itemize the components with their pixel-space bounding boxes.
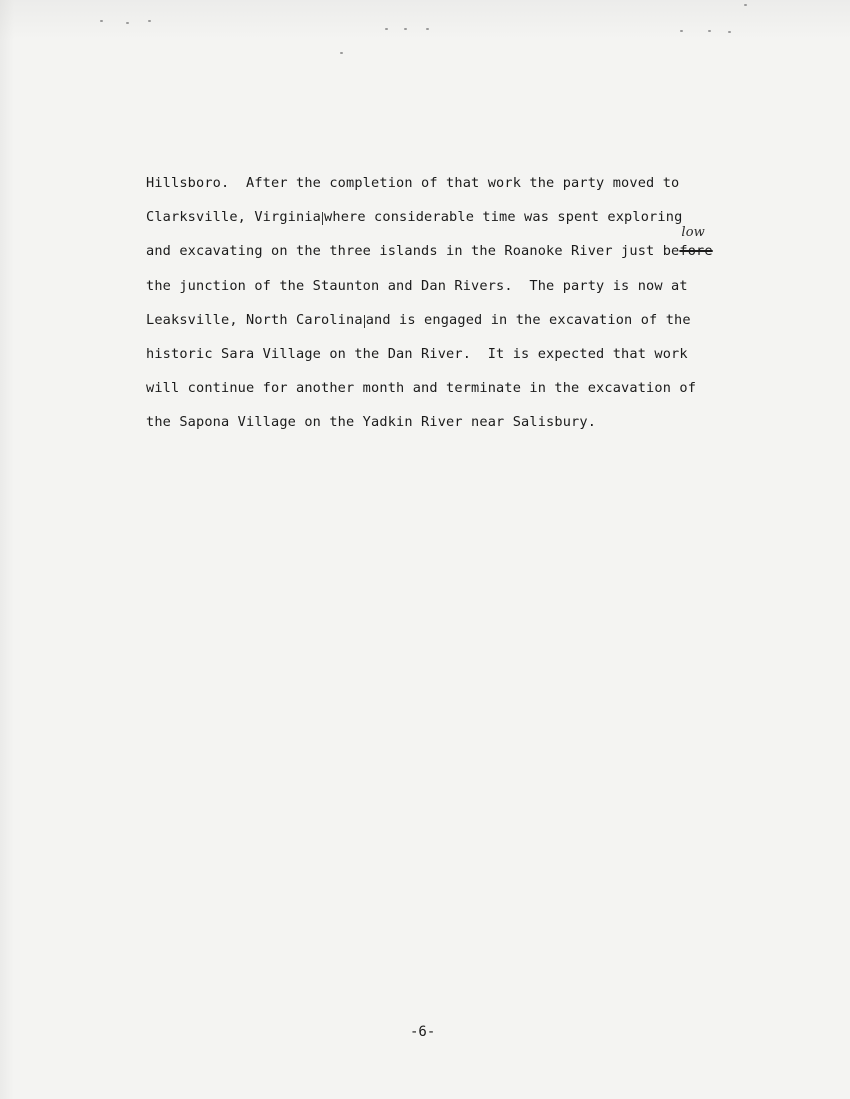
- paper-speck: [680, 30, 683, 32]
- comma-insert-mark: [322, 212, 323, 225]
- text-line: [146, 225, 746, 268]
- paper-speck: [404, 28, 407, 30]
- left-shadow: [0, 0, 14, 1099]
- text-line: the Sapona Village on the Yadkin River near Salisbury.: [146, 414, 597, 431]
- top-shadow: [0, 0, 850, 40]
- paper-speck: [100, 20, 103, 22]
- paper-speck: [708, 30, 711, 32]
- text-line: [146, 303, 746, 337]
- typed-paragraph: [146, 166, 746, 440]
- comma-insert-mark: [364, 315, 365, 328]
- text-line: the junction of the Staunton and Dan Rivers. The party is now at: [146, 277, 688, 294]
- text-fragment: and excavating on the three islands in the Roanoke River just be: [146, 243, 680, 260]
- text-line: [146, 200, 746, 234]
- page-number: -6-: [410, 1024, 436, 1040]
- paper-speck: [126, 22, 129, 24]
- text-fragment: Clarksville, Virginia: [146, 209, 322, 226]
- struck-text: fore: [679, 243, 713, 260]
- handwritten-insertion: low: [681, 225, 705, 241]
- paper-speck: [340, 52, 343, 54]
- paper-speck: [385, 28, 388, 30]
- text-fragment: and is engaged in the excavation of the: [365, 311, 691, 328]
- text-line: Hillsboro. After the completion of that work the party moved to: [146, 175, 680, 191]
- paper-speck: [744, 4, 747, 6]
- text-line: will continue for another month and terminate in the excavation of: [146, 380, 697, 397]
- paper-speck: [148, 20, 151, 22]
- text-fragment: where considerable time was spent exploring: [324, 209, 683, 226]
- correction: [679, 225, 713, 268]
- paper-speck: [728, 31, 731, 33]
- paper-speck: [426, 28, 429, 30]
- text-line: historic Sara Village on the Dan River. It is expected that work: [146, 345, 688, 362]
- text-fragment: Leaksville, North Carolina: [146, 311, 363, 328]
